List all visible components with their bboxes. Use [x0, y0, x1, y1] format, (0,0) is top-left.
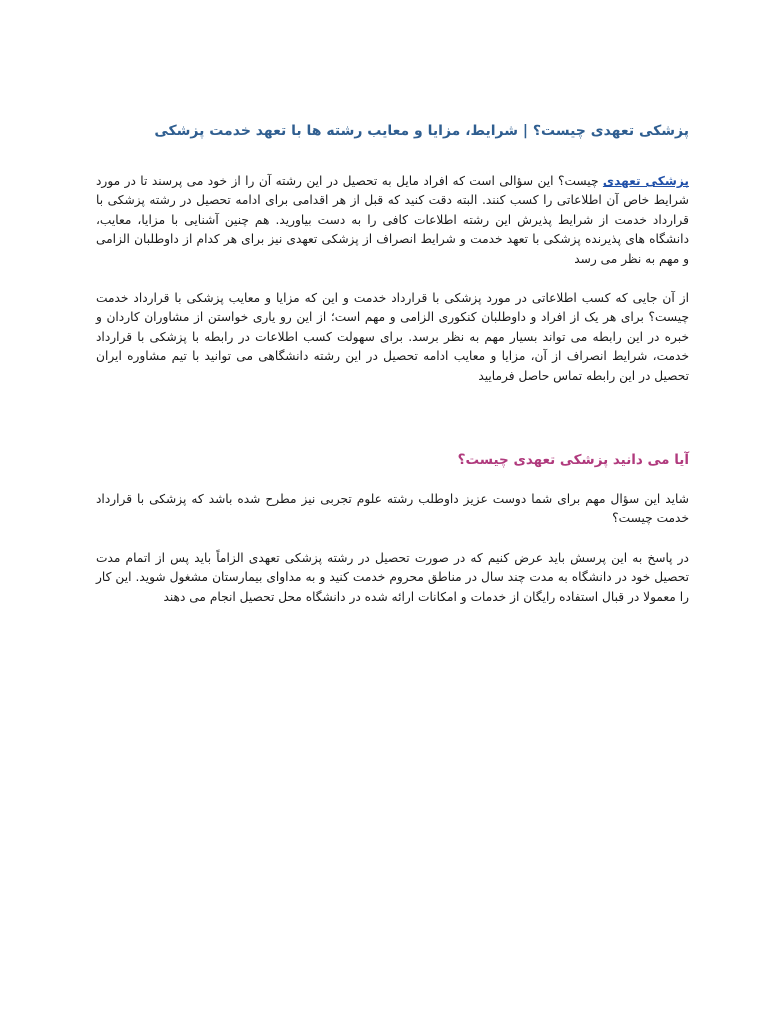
article-title: پزشکی تعهدی چیست؟ | شرایط، مزایا و معایب رشته ها با تعهد خدمت پزشکی: [154, 123, 689, 139]
paragraph-2: از آن جایی که کسب اطلاعاتی در مورد پزشکی با قرارداد خدمت و این که مزایا و معایب پزشکی با قرارداد خدمت چیست؟ برای هر یک از افراد و داوطلبان کنکوری الزامی و مهم است؛ از این رو یاری خواستن از مشاوران کاردان و خبره در این رابطه می تواند بسیار مهم به نظر برسد. برای سهولت کسب اطلاعات در رابطه با پزشکی با قرارداد خدمت، شرایط انصراف از آن، مزایا و معایب ادامه تحصیل در این رشته دانشگاهی می توانید با تیم مشاوره ایران تحصیل در این رابطه تماس حاصل فرمایید: [96, 291, 689, 383]
section-subtitle: آیا می دانید پزشکی تعهدی چیست؟: [457, 452, 689, 469]
intro-link[interactable]: پزشکی تعهدی: [602, 174, 689, 188]
paragraph-4: در پاسخ به این پرسش باید عرض کنیم که در صورت تحصیل در رشته پزشکی تعهدی الزاماً باید پس از اتمام مدت تحصیل خود در دانشگاه به مدت چند سال در مناطق محروم خدمت کنید و به مداوای بیمارستان مشغول شوید. این کار را معمولا در قبال استفاده رایگان از خدمات و امکانات ارائه شده در دانشگاه محل تحصیل انجام می دهند: [96, 550, 689, 604]
intro-text: چیست؟ این سؤالی است که افراد مایل به تحصیل در این رشته آن را از خود می پرسند تا در مورد شرایط خاص آن اطلاعاتی را کسب کنند. البته دقت کنید که قبل از هر اقدامی برای ادامه تحصیل در رشته پزشکی با قرارداد خدمت از شرایط پذیرش این رشته اطلاعات کافی را به دست بیاورید. هم چنین آشنایی با مزایا، معایب، دانشگاه های پذیرنده پزشکی با تعهد خدمت و شرایط انصراف از پزشکی تعهدی نیز برای هر کدام از داوطلبان الزامی و مهم به نظر می رسد: [96, 174, 689, 266]
intro-paragraph: [96, 172, 689, 269]
document-page: [96, 118, 689, 607]
paragraph-3: شاید این سؤال مهم برای شما دوست عزیز داوطلب رشته علوم تجربی نیز مطرح شده باشد که پزشکی با قرارداد خدمت چیست؟: [96, 492, 689, 526]
